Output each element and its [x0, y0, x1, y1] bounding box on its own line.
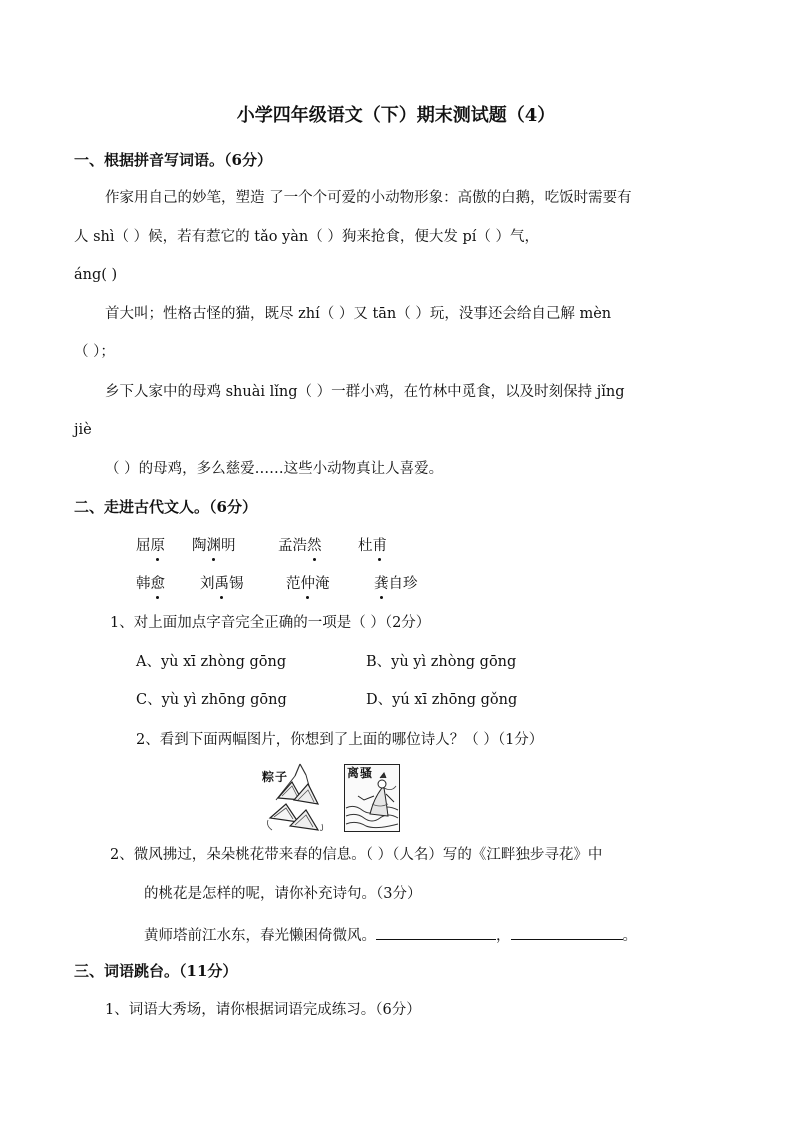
zongzi-picture [262, 760, 324, 836]
poet-name: 龚自珍 [374, 576, 418, 592]
option-a: A、yù xī zhòng gōng [136, 654, 287, 670]
poem-text: 黄师塔前江水东，春光懒困倚微风。 [144, 928, 376, 944]
option-c: C、yù yì zhōng gōng [136, 692, 287, 708]
lisao-picture [344, 764, 400, 832]
poem-line [144, 925, 637, 946]
s1-paragraph-line: áng( ) [74, 267, 118, 283]
poet-name: 范仲淹 [286, 576, 330, 592]
s1-paragraph-line: （ ）； [74, 344, 115, 360]
poet-name: 屈原 [136, 538, 165, 554]
s1-paragraph-line: 作家用自己的妙笔，塑造 了一个个可爱的小动物形象：高傲的白鹅，吃饭时需要有 [105, 190, 632, 206]
poet-name: 陶渊明 [192, 538, 236, 554]
poet-row-1 [136, 536, 387, 556]
answer-blank-2[interactable] [511, 925, 623, 940]
s1-paragraph-line: 首大叫；性格古怪的猫，既尽 zhí（ ）又 tān（ ）玩，没事还会给自己解 mèn [105, 306, 612, 322]
s1-paragraph-line: 人 shì（ ）候，若有惹它的 tǎo yàn（ ）狗来抢食，便大发 pí（ ）气， [74, 229, 539, 245]
answer-blank-1[interactable] [376, 925, 496, 940]
zongzi-label: 粽子 [262, 770, 289, 784]
s1-paragraph-line: jiè [74, 422, 92, 438]
section-1-heading: 一、根据拼音写词语。（6分） [74, 151, 272, 169]
poet-name: 刘禹锡 [200, 576, 244, 592]
poet-row-2 [136, 574, 418, 594]
s1-paragraph-line: 乡下人家中的母鸡 shuài lǐng（ ）一群小鸡，在竹林中觅食，以及时刻保持 jǐng [105, 384, 625, 400]
s2-question-3-cont: 的桃花是怎样的呢，请你补充诗句。（3分） [144, 886, 422, 902]
poet-name: 杜甫 [358, 538, 387, 554]
lisao-label: 离骚 [347, 766, 374, 780]
s2-question-1: 1、对上面加点字音完全正确的一项是（ ）（2分） [110, 615, 431, 631]
option-d: D、yú xī zhōng gǒng [366, 692, 518, 708]
period: 。 [622, 928, 637, 944]
comma: ， [496, 928, 511, 944]
poet-name: 韩愈 [136, 576, 165, 592]
section-3-heading: 三、词语跳台。（11分） [74, 962, 238, 980]
s2-question-3: 2、微风拂过，朵朵桃花带来春的信息。（ ）（人名）写的《江畔独步寻花》中 [110, 847, 603, 863]
s3-question-1: 1、词语大秀场，请你根据词语完成练习。（6分） [105, 1002, 421, 1018]
poet-name: 孟浩然 [278, 538, 322, 554]
s1-paragraph-line: （ ）的母鸡，多么慈爱……这些小动物真让人喜爱。 [105, 461, 444, 477]
s2-question-2: 2、看到下面两幅图片，你想到了上面的哪位诗人？（ ）（1分） [136, 732, 544, 748]
section-2-heading: 二、走进古代文人。（6分） [74, 498, 257, 516]
option-b: B、yù yì zhòng gōng [366, 654, 517, 670]
page-title: 小学四年级语文（下）期末测试题（4） [236, 105, 556, 126]
